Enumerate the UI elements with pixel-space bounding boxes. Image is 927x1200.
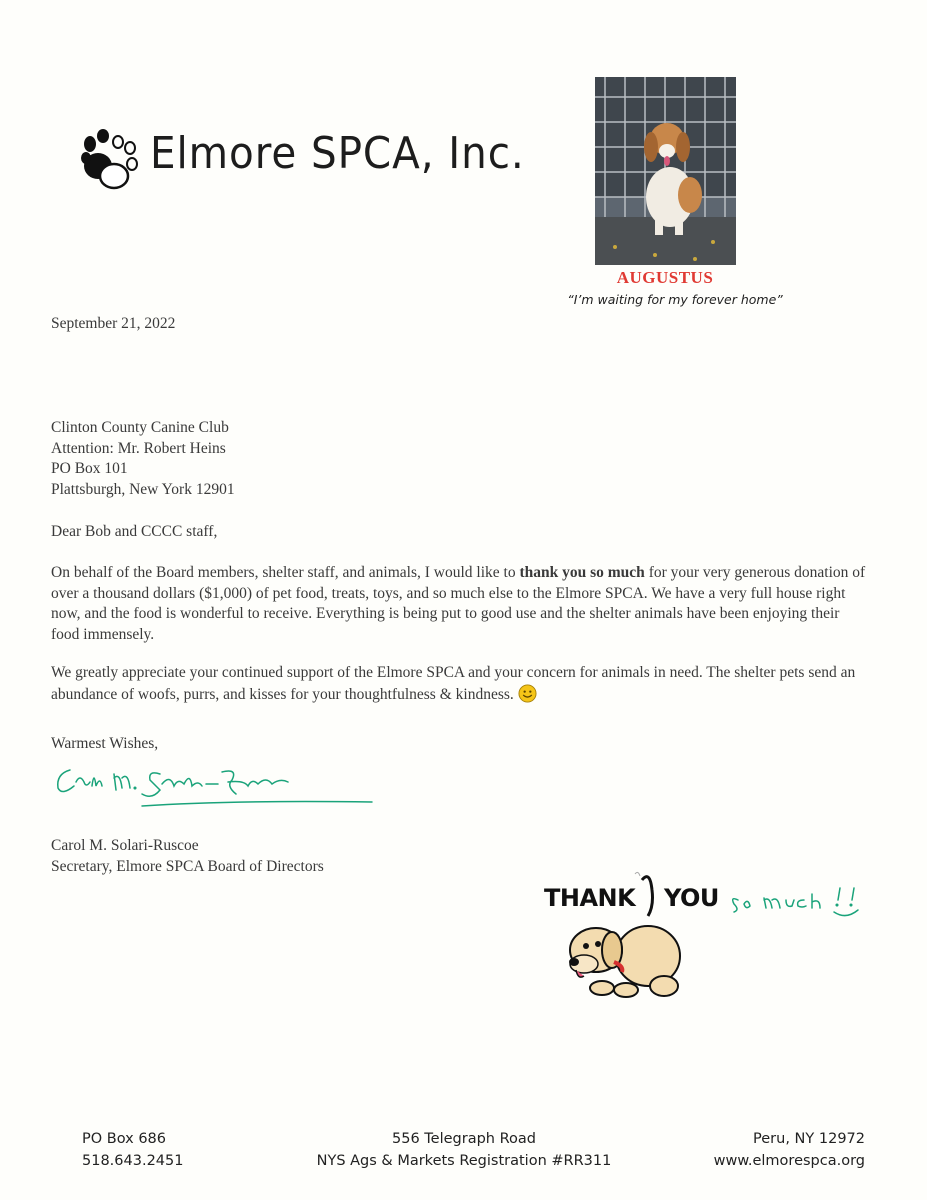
closing: Warmest Wishes, bbox=[51, 735, 159, 752]
letter-date: September 21, 2022 bbox=[51, 315, 176, 332]
you-word: YOU bbox=[664, 884, 719, 912]
organization-logo-text: Elmore SPCA, Inc. bbox=[150, 128, 525, 179]
recipient-address bbox=[51, 418, 235, 500]
smiley-face-icon bbox=[518, 684, 537, 703]
signer-name: Carol M. Solari-Ruscoe bbox=[51, 837, 199, 854]
recipient-line: PO Box 101 bbox=[51, 460, 128, 477]
handwritten-signature bbox=[52, 760, 382, 820]
para2-text: We greatly appreciate your continued support of the Elmore SPCA and your concern for animals in need. The shelter pets send an abundance of woofs, purrs, and kisses for your thoughtfulness & kindness. bbox=[51, 664, 856, 703]
footer-city: Peru, NY 12972 bbox=[753, 1131, 865, 1147]
paw-print-logo-icon bbox=[78, 128, 144, 194]
thank-word: THANK bbox=[544, 884, 636, 912]
recipient-line: Clinton County Canine Club bbox=[51, 419, 229, 436]
para1-bold-text: thank you so much bbox=[519, 564, 645, 581]
salutation: Dear Bob and CCCC staff, bbox=[51, 523, 218, 540]
para1-text-end: for your very generous donation of over a thousand dollars ($1,000) of pet food, treats, toys, and so much else to the Elmore SPCA. We have a very full house right now, and the food is wonderful to receive. Everything is being put to good use and the shelter animals have been enjoying their food immensely. bbox=[51, 564, 866, 643]
footer-po-box: PO Box 686 bbox=[82, 1131, 167, 1147]
body-paragraph-1 bbox=[51, 563, 871, 645]
footer-street: 556 Telegraph Road bbox=[392, 1131, 536, 1147]
footer-right bbox=[714, 1128, 865, 1172]
footer-center bbox=[300, 1128, 628, 1172]
para1-text-start: On behalf of the Board members, shelter staff, and animals, I would like to bbox=[51, 564, 520, 581]
footer-registration: NYS Ags & Markets Registration #RR311 bbox=[316, 1153, 612, 1169]
dog-photo bbox=[595, 77, 736, 265]
signer-title: Secretary, Elmore SPCA Board of Directors bbox=[51, 857, 324, 875]
recipient-line: Attention: Mr. Robert Heins bbox=[51, 439, 226, 457]
recipient-line: Plattsburgh, New York 12901 bbox=[51, 480, 235, 498]
signer-block bbox=[51, 836, 324, 877]
pet-name: AUGUSTUS bbox=[616, 268, 714, 287]
footer-left bbox=[82, 1128, 183, 1172]
pet-caption: “I’m waiting for my forever home” bbox=[567, 292, 783, 307]
body-paragraph-2 bbox=[51, 663, 871, 705]
footer-phone: 518.643.2451 bbox=[82, 1153, 184, 1169]
footer-website: www.elmorespca.org bbox=[713, 1153, 865, 1169]
